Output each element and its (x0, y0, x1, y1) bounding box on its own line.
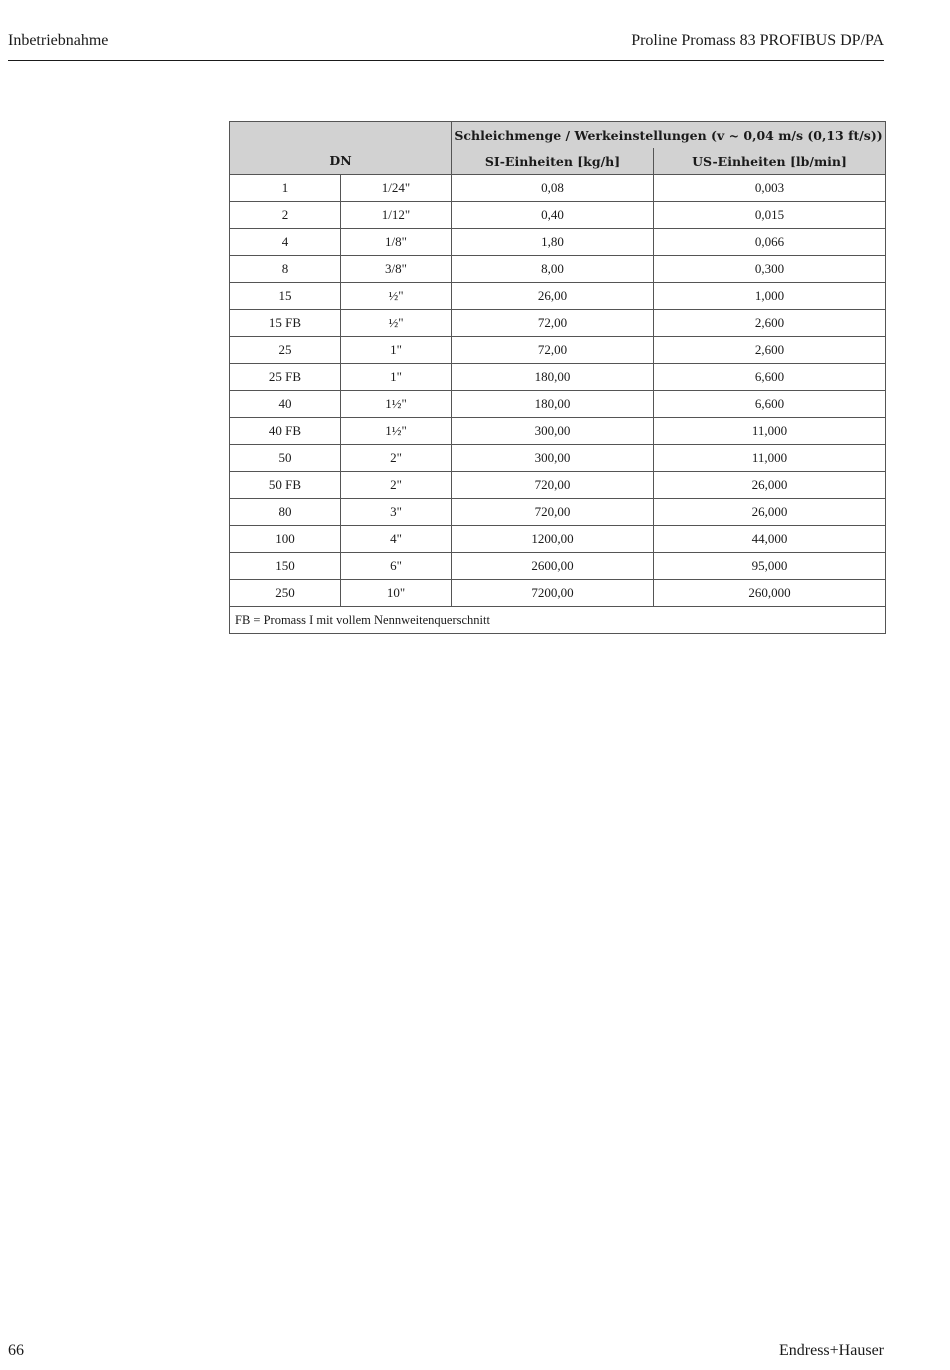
cell-inch: 3/8" (341, 256, 452, 283)
cell-us: 95,000 (654, 553, 886, 580)
cell-dn: 8 (230, 256, 341, 283)
cell-inch: 6" (341, 553, 452, 580)
header-us-units: US-Einheiten [lb/min] (654, 148, 886, 175)
cell-dn: 40 FB (230, 418, 341, 445)
cell-dn: 15 FB (230, 310, 341, 337)
cell-si: 300,00 (452, 418, 654, 445)
cell-si: 1,80 (452, 229, 654, 256)
cell-si: 26,00 (452, 283, 654, 310)
table-footnote: FB = Promass I mit vollem Nennweitenquerschnitt (230, 607, 886, 634)
cell-si: 72,00 (452, 337, 654, 364)
cell-us: 6,600 (654, 364, 886, 391)
cell-inch: 10" (341, 580, 452, 607)
cell-si: 2600,00 (452, 553, 654, 580)
cell-dn: 40 (230, 391, 341, 418)
cell-us: 26,000 (654, 472, 886, 499)
cell-inch: 2" (341, 472, 452, 499)
cell-si: 8,00 (452, 256, 654, 283)
cell-si: 720,00 (452, 499, 654, 526)
cell-inch: 1/8" (341, 229, 452, 256)
cell-si: 72,00 (452, 310, 654, 337)
header-divider (8, 60, 884, 61)
cell-si: 720,00 (452, 472, 654, 499)
cell-si: 1200,00 (452, 526, 654, 553)
cell-dn: 2 (230, 202, 341, 229)
cell-us: 6,600 (654, 391, 886, 418)
table-row (230, 472, 886, 499)
table-row (230, 553, 886, 580)
cell-inch: 1" (341, 364, 452, 391)
cell-us: 0,300 (654, 256, 886, 283)
cell-dn: 100 (230, 526, 341, 553)
table-row (230, 580, 886, 607)
table-row (230, 364, 886, 391)
table-row (230, 526, 886, 553)
cell-dn: 50 (230, 445, 341, 472)
cell-us: 11,000 (654, 418, 886, 445)
cell-inch: 1½" (341, 391, 452, 418)
header-group-low-flow: Schleichmenge / Werkeinstellungen (v ~ 0,04 m/s (0,13 ft/s)) (452, 122, 886, 149)
cell-si: 300,00 (452, 445, 654, 472)
cell-inch: 1/24" (341, 175, 452, 202)
table-row (230, 229, 886, 256)
cell-us: 11,000 (654, 445, 886, 472)
cell-us: 1,000 (654, 283, 886, 310)
cell-dn: 25 FB (230, 364, 341, 391)
cell-si: 7200,00 (452, 580, 654, 607)
cell-us: 44,000 (654, 526, 886, 553)
cell-inch: 3" (341, 499, 452, 526)
header-si-units: SI-Einheiten [kg/h] (452, 148, 654, 175)
table-row (230, 445, 886, 472)
cell-us: 26,000 (654, 499, 886, 526)
cell-inch: 1½" (341, 418, 452, 445)
cell-us: 260,000 (654, 580, 886, 607)
cell-dn: 25 (230, 337, 341, 364)
cell-dn: 4 (230, 229, 341, 256)
header-product-title: Proline Promass 83 PROFIBUS DP/PA (631, 32, 884, 49)
cell-inch: ½" (341, 283, 452, 310)
cell-si: 0,40 (452, 202, 654, 229)
table-footnote-row (230, 607, 886, 634)
table-row (230, 283, 886, 310)
table-row (230, 391, 886, 418)
table-row (230, 337, 886, 364)
table-body (230, 175, 886, 607)
footer-company: Endress+Hauser (779, 1342, 884, 1359)
cell-dn: 15 (230, 283, 341, 310)
low-flow-cutoff-table (229, 121, 886, 634)
cell-us: 0,003 (654, 175, 886, 202)
table-row (230, 499, 886, 526)
page-number: 66 (8, 1342, 24, 1359)
cell-dn: 80 (230, 499, 341, 526)
cell-si: 180,00 (452, 364, 654, 391)
header-dn: DN (230, 122, 452, 175)
table-row (230, 256, 886, 283)
table-row (230, 202, 886, 229)
cell-dn: 1 (230, 175, 341, 202)
table-row (230, 418, 886, 445)
cell-inch: 4" (341, 526, 452, 553)
cell-us: 0,015 (654, 202, 886, 229)
cell-us: 0,066 (654, 229, 886, 256)
cell-inch: 1/12" (341, 202, 452, 229)
cell-us: 2,600 (654, 337, 886, 364)
table-row (230, 175, 886, 202)
cell-si: 0,08 (452, 175, 654, 202)
cell-inch: 1" (341, 337, 452, 364)
cell-dn: 150 (230, 553, 341, 580)
cell-dn: 250 (230, 580, 341, 607)
cell-inch: ½" (341, 310, 452, 337)
header-section-title: Inbetriebnahme (8, 32, 109, 49)
table-header-row-group (230, 122, 886, 149)
cell-inch: 2" (341, 445, 452, 472)
cell-dn: 50 FB (230, 472, 341, 499)
cell-us: 2,600 (654, 310, 886, 337)
table-row (230, 310, 886, 337)
cell-si: 180,00 (452, 391, 654, 418)
